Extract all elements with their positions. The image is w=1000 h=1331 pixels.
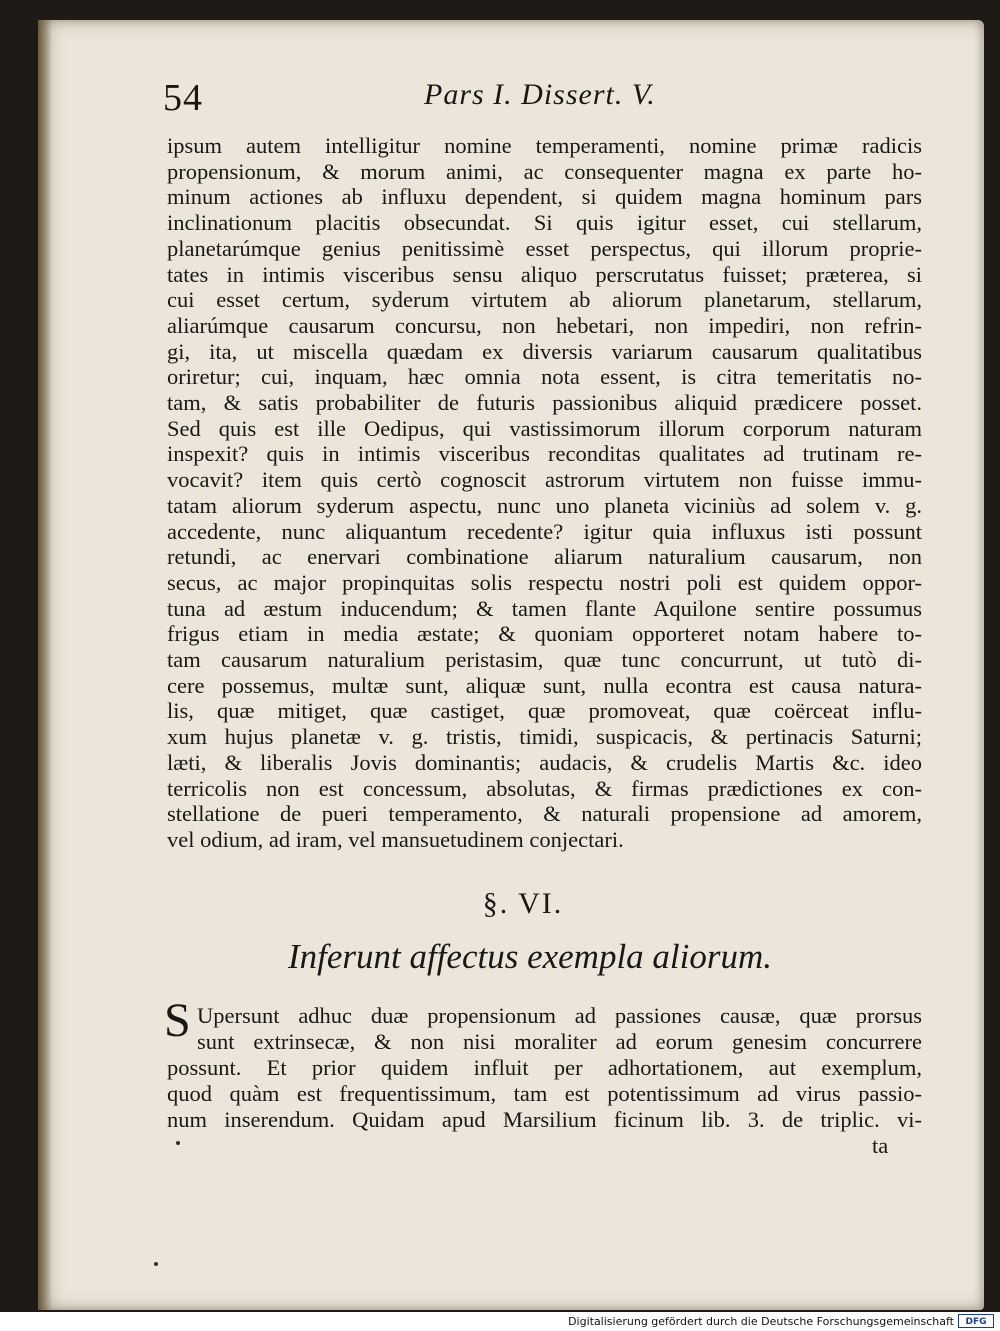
section-title: Inferunt affectus exempla aliorum.: [287, 937, 773, 976]
text-line: ipsum autem intelligitur nomine temperamenti, nomine primæ radicis: [167, 133, 922, 158]
text-line: Upersunt adhuc duæ propensionum ad passiones causæ, quæ prorsus: [197, 1003, 922, 1028]
text-line: tam, & satis probabiliter de futuris passionibus aliquid prædicere posset.: [167, 390, 922, 415]
funding-note: Digitalisierung gefördert durch die Deutsche Forschungsgemeinschaft: [568, 1315, 954, 1328]
text-line: num inserendum. Quidam apud Marsilium ficinum lib. 3. de triplic. vi-: [167, 1107, 922, 1132]
text-line: quod quàm est frequentissimum, tam est potentissimum ad virus passio-: [167, 1081, 922, 1106]
catchword: ta: [872, 1133, 889, 1158]
text-line: inclinationum placitis obsecundat. Si quis igitur esset, cui stellarum,: [167, 210, 922, 236]
text-line: tuna ad æstum inducendum; & tamen flante Aquilone sentire possumus: [167, 595, 922, 621]
text-line: stellatione de pueri temperamento, & naturali propensione ad amorem,: [167, 801, 922, 827]
text-line: tatam aliorum syderum aspectu, nunc uno planeta viciniùs ad solem v. g.: [167, 492, 922, 518]
text-line: propensionum, & morum animi, ac consequenter magna ex parte ho-: [167, 158, 922, 184]
text-line: retundi, ac enervari combinatione aliarum naturalium causarum, non: [167, 544, 922, 570]
section-number: §. VI.: [482, 887, 564, 920]
running-head: Pars I. Dissert. V.: [424, 78, 656, 111]
text-line: lis, quæ mitiget, quæ castiget, quæ promoveat, quæ coërceat influ-: [167, 698, 922, 724]
paper-speck: [154, 1262, 158, 1266]
text-line: accedente, nunc aliquantum recedente? igitur quia influxus isti possunt: [167, 518, 922, 544]
text-line: frigus etiam in media æstate; & quoniam opporteret notam habere to-: [167, 621, 922, 647]
text-line: gi, ita, ut miscella quædam ex diversis variarum causarum qualitatibus: [167, 338, 922, 364]
text-line: oriretur; cui, inquam, hæc omnia nota essent, is citra temeritatis no-: [167, 364, 922, 390]
text-line: minum actiones ab influxu dependent, si quidem magna hominum pars: [167, 184, 922, 210]
text-line: vel odium, ad iram, vel mansuetudinem conjectari.: [167, 826, 624, 852]
text-line: tates in intimis visceribus sensu aliquo perscrutatus fuisset; præterea, si: [167, 261, 922, 287]
text-line: vocavit? item quis certò cognoscit astrorum virtutem non fuisse immu-: [167, 467, 922, 493]
text-line: læti, & liberalis Jovis dominantis; audacis, & crudelis Martis &c. ideo: [167, 749, 922, 775]
text-line: xum hujus planetæ v. g. tristis, timidi, suspicacis, & pertinacis Saturni;: [167, 724, 922, 750]
text-line: secus, ac major propinquitas solis respectu nostri poli est quidem oppor-: [167, 569, 922, 595]
text-line: inspexit? quis in intimis visceribus reconditas qualitates ad trutinam re-: [167, 441, 922, 467]
text-line: Sed quis est ille Oedipus, qui vastissimorum illorum corporum naturam: [167, 415, 922, 441]
text-line: tam causarum naturalium peristasim, quæ tunc concurrunt, ut tutò di-: [167, 647, 922, 672]
text-line: sunt extrinsecæ, & non nisi moraliter ad eorum genesim concurrere: [197, 1029, 922, 1054]
dfg-logo: DFG: [958, 1314, 994, 1328]
page-number: 54: [163, 77, 203, 119]
text-line: aliarúmque causarum concursu, non hebetari, non impediri, non refrin-: [167, 312, 922, 338]
paper-speck: [176, 1141, 180, 1145]
text-line: possunt. Et prior quidem influit per adhortationem, aut exemplum,: [167, 1055, 922, 1080]
text-line: terricolis non est concessum, absolutas, & firmas prædictiones ex con-: [167, 775, 922, 801]
page-gutter-shadow: [38, 20, 52, 1310]
text-line: cere possemus, multæ sunt, aliquæ sunt, nulla econtra est causa natura-: [167, 672, 922, 698]
text-line: cui esset certum, syderum virtutem ab aliorum planetarum, stellarum,: [167, 287, 922, 313]
drop-cap: S: [164, 994, 191, 1047]
text-line: planetarúmque genius penitissimè esset perspectus, qui illorum proprie-: [167, 235, 922, 261]
